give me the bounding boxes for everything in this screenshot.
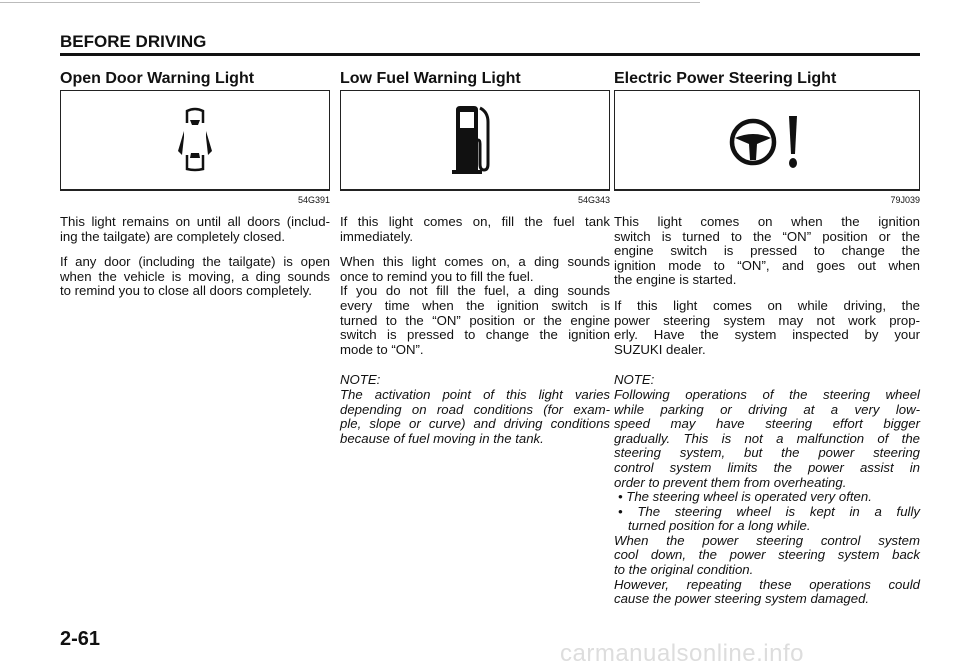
text-line: to the original condition. xyxy=(614,562,754,578)
page-number: 2-61 xyxy=(60,628,101,650)
open-door-section xyxy=(60,70,330,310)
text-line: depending on road conditions (for exam- xyxy=(340,401,610,417)
figure-code: 79J039 xyxy=(890,195,920,205)
top-edge-line xyxy=(0,2,700,3)
text-line: power steering system may not work prop- xyxy=(614,312,920,328)
watermark: carmanualsonline.info xyxy=(560,640,804,667)
figure-box xyxy=(60,90,330,191)
text-line: When the power steering control system xyxy=(614,532,920,548)
text-line: turned to the “ON” position or the engine xyxy=(340,312,610,328)
text-line: once to remind you to fill the fuel. xyxy=(340,268,534,284)
heading: Low Fuel Warning Light xyxy=(340,70,521,87)
heading: Open Door Warning Light xyxy=(60,70,255,87)
bullet-item: • The steering wheel is kept in a fully xyxy=(618,503,920,519)
text-line: erly. Have the system inspected by your xyxy=(614,327,920,343)
heading: Electric Power Steering Light xyxy=(614,70,837,87)
paragraph xyxy=(60,215,330,244)
section-title: BEFORE DRIVING xyxy=(60,32,207,51)
text-line: switch is pressed to change the ignition xyxy=(340,327,610,343)
text-line: order to prevent them from overheating. xyxy=(614,474,847,490)
text-line: because of fuel moving in the tank. xyxy=(340,430,544,446)
text-line: while parking or driving at a very low- xyxy=(614,401,920,417)
text-line: The activation point of this light varies xyxy=(340,386,610,402)
text-line: steering system, but the power steering xyxy=(614,445,920,461)
text-line: This light remains on until all doors (includ- xyxy=(60,214,330,229)
text-line: When this light comes on, a ding sounds xyxy=(340,254,610,270)
text-line: If this light comes on, fill the fuel tank xyxy=(340,214,610,229)
text-line: to remind you to close all doors completely. xyxy=(60,283,312,299)
paragraph xyxy=(340,255,610,357)
text-line: switch is turned to the “ON” position or the xyxy=(614,228,920,244)
paragraph xyxy=(614,299,920,357)
text-line: immediately. xyxy=(340,228,414,244)
text-line: every time when the ignition switch is xyxy=(340,297,610,313)
note xyxy=(614,373,920,607)
power-steering-section xyxy=(614,70,920,607)
figure-code: 54G391 xyxy=(297,195,330,205)
text-line: SUZUKI dealer. xyxy=(614,341,706,357)
text-line: mode to “ON”. xyxy=(340,341,424,357)
text-line: the engine is started. xyxy=(614,272,737,288)
text-line: ple, slope or curve) and driving conditions xyxy=(340,416,610,432)
text-line: If you do not fill the fuel, a ding sounds xyxy=(340,283,610,299)
text-line: This light comes on when the ignition xyxy=(614,214,920,229)
text-line: cause the power steering system damaged. xyxy=(614,591,870,607)
bullet-item: • The steering wheel is operated very often. xyxy=(618,489,872,505)
text-line: cool down, the power steering system back xyxy=(614,547,920,563)
text-line: speed may have steering effort bigger xyxy=(614,416,920,432)
note-label: NOTE: xyxy=(340,372,381,388)
paragraph xyxy=(614,215,920,288)
text-line: ing the tailgate) are completely closed. xyxy=(60,228,286,244)
steering-wheel-warning-icon xyxy=(727,108,807,172)
note xyxy=(340,373,610,446)
note-label: NOTE: xyxy=(614,372,655,388)
paragraph xyxy=(340,215,610,244)
figure-box xyxy=(614,90,920,191)
text-line: If any door (including the tailgate) is open xyxy=(60,254,330,270)
text-line: If this light comes on while driving, the xyxy=(614,297,920,313)
text-line: However, repeating these operations could xyxy=(614,576,920,592)
text-line: engine switch is pressed to change the xyxy=(614,243,920,259)
text-line: gradually. This is not a malfunction of the xyxy=(614,430,920,446)
bullet-continuation: turned position for a long while. xyxy=(628,518,811,534)
text-line: when the vehicle is moving, a ding sounds xyxy=(60,268,330,284)
fuel-pump-icon xyxy=(452,104,498,176)
figure-code: 54G343 xyxy=(577,195,610,205)
low-fuel-section xyxy=(340,70,610,446)
section-rule xyxy=(60,53,920,56)
figure-box xyxy=(340,90,610,191)
text-line: control system limits the power assist in xyxy=(614,459,920,475)
open-door-icon xyxy=(175,107,215,173)
text-line: Following operations of the steering wheel xyxy=(614,386,920,402)
paragraph xyxy=(60,255,330,299)
text-line: ignition mode to “ON”, and goes out when xyxy=(614,257,920,273)
